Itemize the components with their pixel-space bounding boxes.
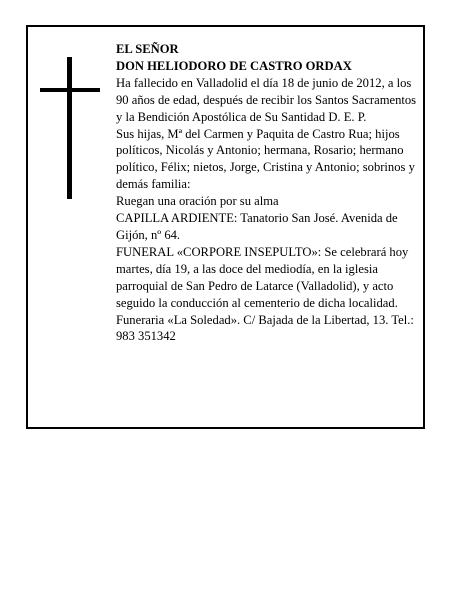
deceased-name: DON HELIODORO DE CASTRO ORDAX [116, 58, 352, 73]
prayer-request: Ruegan una oración por su alma [116, 194, 279, 209]
funeral-info: FUNERAL «CORPORE INSEPULTO»: Se celebrará hoy martes, día 19, a las doce del mediodía, en la iglesia parroquial de San Pedro de Latarce (Valladolid), y acto seguido la conducción al cementerio de dicha localidad. [116, 244, 409, 310]
obituary-notice [26, 25, 425, 429]
family-list: Sus hijas, Mª del Carmen y Paquita de Castro Rua; hijos políticos, Nicolás y Antonio; hermana, Rosario; hermano político, Félix; nietos, Jorge, Cristina y Antonio; sobrinos y demás familia: [116, 126, 415, 192]
death-announcement: Ha fallecido en Valladolid el día 18 de junio de 2012, a los 90 años de edad, después de recibir los Santos Sacramentos y la Bendición Apostólica de Su Santidad D. E. P. [116, 75, 417, 124]
funeral-home-info: Funeraria «La Soledad». C/ Bajada de la Libertad, 13. Tel.: 983 351342 [116, 312, 414, 344]
cross-icon [40, 57, 100, 199]
chapel-info: CAPILLA ARDIENTE: Tanatorio San José. Avenida de Gijón, nº 64. [116, 211, 398, 242]
notice-text [116, 41, 422, 345]
cross-horizontal-bar [40, 88, 100, 92]
notice-title-line-1: EL SEÑOR [116, 42, 179, 56]
cross-vertical-bar [67, 57, 72, 199]
